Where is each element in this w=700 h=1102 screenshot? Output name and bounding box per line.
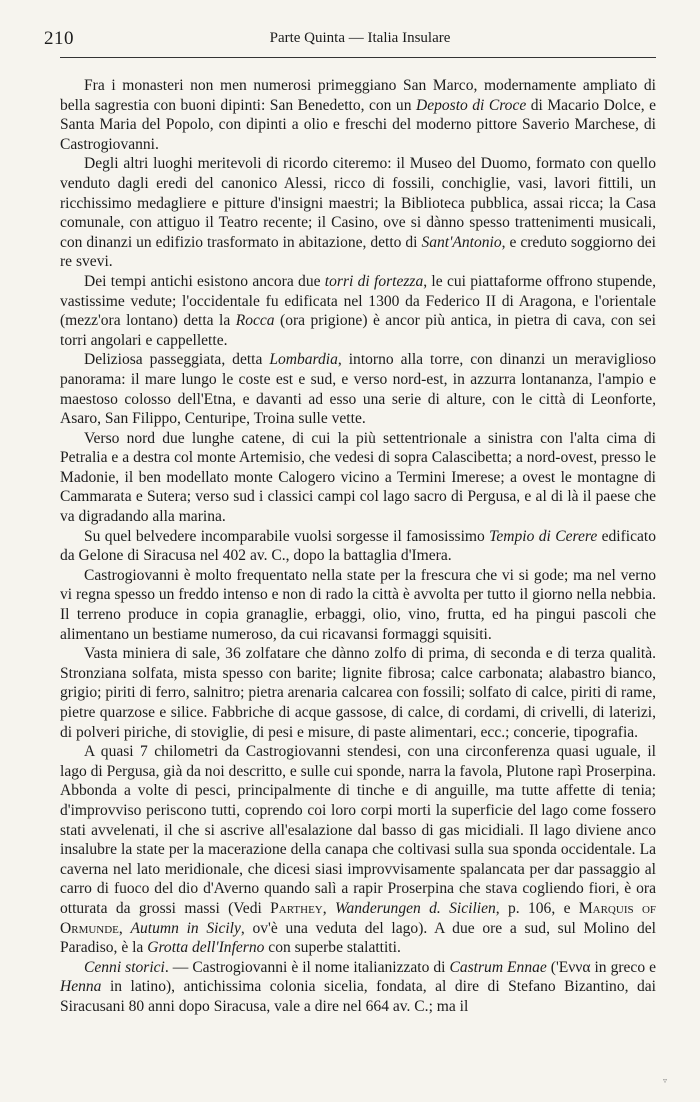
italic-term: Tempio di Cerere — [489, 527, 598, 545]
paragraph-miniera: Vasta miniera di sale, 36 zolfatare che dànno zolfo di prima, di seconda e di terza qualità. Stronziana solfata, mista spesso con barite; lignite fibrosa; calce carbonata; alabastro bianco, grigio; piriti di ferro, salnitro; pietra arenaria calcarea con fossili; solfato di calce, piriti di rame, pietre quarzose e silice. Fabbriche di acque gassose, di calce, di cordami, di crivelli, di laterizi, di polveri piriche, di stoviglie, di pesi e misure, di paste alimentari, ecc.; concerie, tipografia. — [60, 645, 656, 741]
paragraph-cenni-storici — [60, 958, 656, 1017]
text-run: edificato da Gelone di Siracusa nel 402 av. C., dopo la battaglia d'Imera. — [60, 527, 656, 565]
italic-title: Wanderungen d. Sicilien — [334, 899, 496, 917]
paragraph-lago — [60, 742, 656, 958]
author-name: Marquis of Ormunde — [60, 899, 657, 937]
paragraph-monasteri — [60, 76, 656, 154]
paragraph-museo — [60, 154, 656, 272]
text-run: , le cui piattaforme offrono stupende, vastissime vedute; l'occidentale fu edificata nel 1300 da Federico II di Aragona, e l'orientale (mezz'ora lontano) detta la — [60, 272, 657, 330]
author-name: Parthey — [270, 899, 323, 917]
paragraph-clima: Castrogiovanni è molto frequentato nella state per la frescura che vi si gode; ma nel verno vi regna spesso un freddo intenso e non di rado la città è avvolta per tutto il giorno nella nebbia. Il terreno produce in copia granaglie, erbaggi, olio, vino, frutta, ed ha pingui pascoli che alimentano un bestiame numeroso, da cui ricavansi formaggi squisiti. — [60, 566, 656, 643]
text-run: Deliziosa passeggiata, detta — [84, 351, 270, 369]
text-run: , ov'è una veduta del lago). A due ore a sud, sul Molino del Paradiso, è la — [60, 919, 656, 957]
text-run: , p. 106, e — [495, 899, 579, 917]
text-run: Degli altri luoghi meritevoli di ricordo citeremo: il Museo del Duomo, formato con quello venduto dagli eredi del canonico Alessi, ricco di fossili, conchiglie, vasi, lavori fittili, un ricchissimo medagliere e pitture d'insigni maestri; la Biblioteca pubblica, assai ricca; la Casa comunale, con attiguo il Teatro recente; il Casino, ove si dànno spesso trattenimenti musicali, con dinanzi un edifizio trasformato in abitazione, detto di — [60, 155, 656, 251]
text-run: (ora prigione) è ancor più antica, in pietra di cava, con sei torri angolari e cappellette. — [60, 312, 656, 349]
text-run: . — Castrogiovanni è il nome italianizzato di — [164, 958, 450, 976]
paragraph-belvedere — [60, 527, 656, 566]
italic-title: Autumn in Sicily — [130, 919, 241, 937]
text-run: A quasi 7 chilometri da Castrogiovanni stendesi, con una circonferenza quasi uguale, il lago di Pergusa, già da noi descritto, e sulle cui sponde, narra la favola, Plutone rapì Proserpina. Abbonda a volte di pesci, principalmente di tinche e di anguille, ma tutte affette di tenia; d'improvviso periscono tutti, coprendo coi loro corpi morti la superficie del lago come fossero stati avvelenati, il che si ascrive all'esalazione dal basso di gas micidiali. Il lago diviene anco insalubre la state per la macerazione della canapa che coltivasi sulla sua sponda occidentale. La caverna nel lato meridionale, che dicesi siasi improvvisamente spalancata per dar passaggio al carro di fuoco del dio d'Averno quando salì a rapir Proserpina che stava cogliendo fiori, è ora otturata da grossi massi (Vedi — [60, 743, 656, 917]
text-run: in latino), antichissima colonia sicelia, fondata, al dire di Stefano Bizantino, dai Siracusani 80 anni dopo Siracusa, vale a dire nel 664 av. C.; ma il — [60, 978, 656, 1015]
page-header — [44, 22, 656, 52]
text-run: ('Εννα in greco e — [546, 958, 656, 976]
text-run: , — [322, 899, 335, 917]
italic-title: Deposto di Croce — [415, 96, 527, 114]
text-run: , — [118, 919, 131, 937]
italic-term: Rocca — [235, 312, 275, 330]
italic-term: Henna — [60, 978, 102, 996]
scan-mark: ▿ — [663, 1076, 668, 1085]
running-head: Parte Quinta — Italia Insulare — [269, 30, 451, 46]
italic-term: Castrum Ennae — [449, 958, 547, 976]
text-run: Dei tempi antichi esistono ancora due — [84, 272, 325, 290]
page-number: 210 — [44, 28, 74, 49]
page-body — [60, 76, 656, 1017]
header-rule — [60, 57, 656, 58]
text-run: , e creduto soggiorno dei re svevi. — [60, 233, 656, 271]
text-run: con superbe stalattiti. — [264, 939, 401, 957]
section-heading: Cenni storici — [84, 958, 165, 976]
italic-term: Grotta dell'Inferno — [147, 939, 265, 957]
paragraph-passeggiata — [60, 350, 656, 428]
paragraph-catene: Verso nord due lunghe catene, di cui la più settentrionale a sinistra con l'alta cima di Petralia e a destra col monte Artemisio, che vedesi di sopra Calascibetta; a nord-ovest, presso le Madonie, il ben modellato monte Calogero vicino a Termini Imerese; a ovest le montagne di Cammarata e Sutera; verso sud i classici campi col lago sacro di Pergusa, e al di là il paese che va digradando alla marina. — [60, 429, 656, 526]
italic-term: torri di fortezza — [324, 272, 424, 290]
text-run: Fra i monasteri non men numerosi primeggiano San Marco, modernamente ampliato di bella sagrestia con buoni dipinti: San Benedetto, con un — [60, 77, 656, 114]
text-run: , intorno alla torre, con dinanzi un meraviglioso panorama: il mare lungo le coste est e sud, e verso nord-est, in azzurra lontananza, l'ampio e maestoso colosso dell'Etna, e davanti ad esso una serie di alture, con le città di Leonforte, Asaro, San Filippo, Centuripe, Troina sulle vette. — [60, 351, 656, 428]
italic-term: Sant'Antonio — [421, 233, 502, 251]
text-run: Su quel belvedere incomparabile vuolsi sorgesse il famosissimo — [84, 527, 490, 545]
italic-term: Lombardia — [269, 351, 338, 369]
paragraph-torri — [60, 272, 656, 350]
text-run: di Macario Dolce, e Santa Maria del Popolo, con dipinti a olio e freschi del moderno pittore Saverio Marchese, di Castrogiovanni. — [60, 96, 656, 153]
